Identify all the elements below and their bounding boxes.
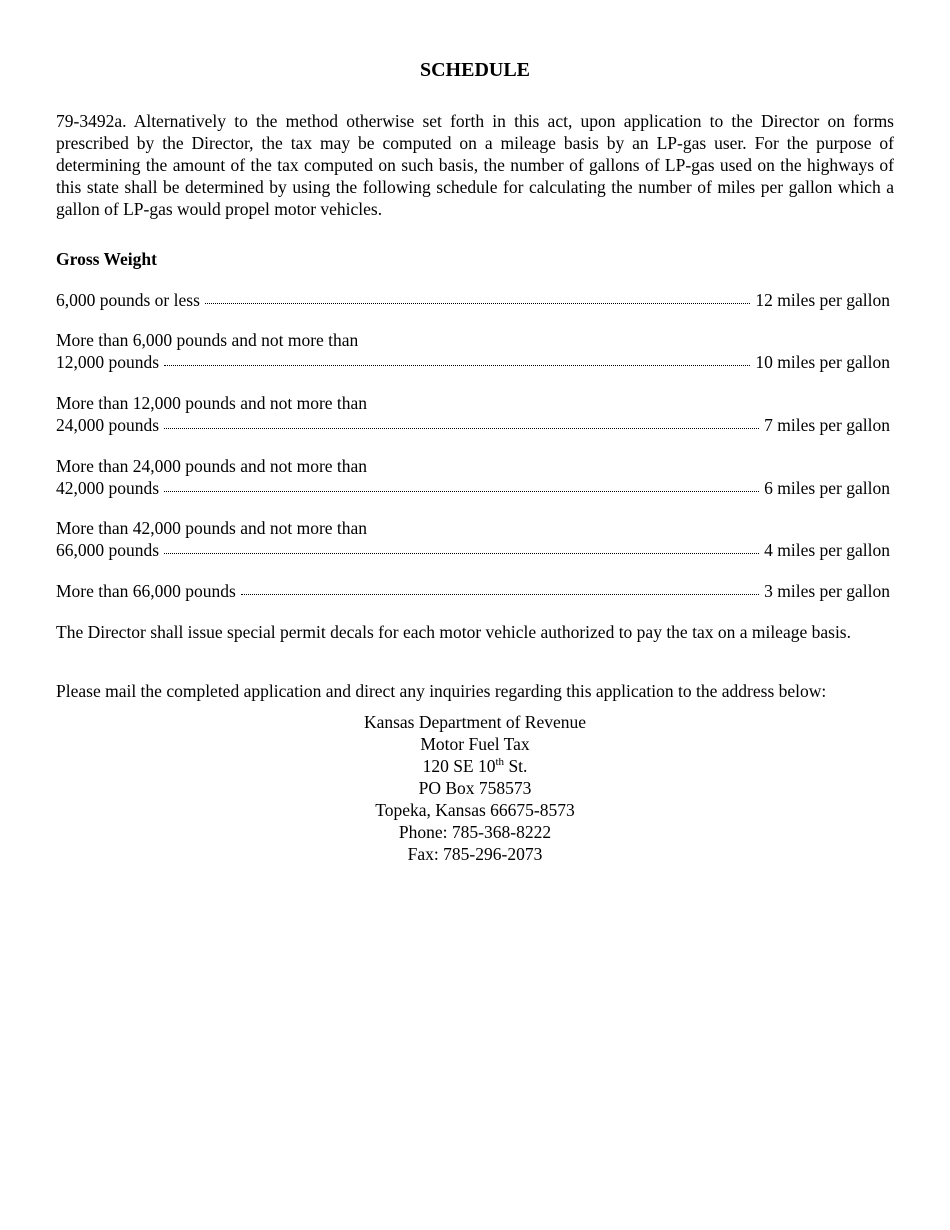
street-rest: St. [504,756,528,776]
miles-per-gallon-value: 7 miles per gallon [764,415,890,435]
schedule-row-12000-24000 [56,392,894,436]
miles-per-gallon-value: 4 miles per gallon [764,540,890,560]
weight-range-text: More than 42,000 pounds and not more than [56,518,368,538]
schedule-row-more-than-66000 [56,580,894,602]
intro-paragraph: 79-3492a. Alternatively to the method otherwise set forth in this act, upon application to the Director on forms prescribed by the Director, the tax may be computed on a mileage basis by an LP-gas user. For the purpose of determining the amount of the tax computed on such basis, the number of gallons of LP-gas used on the highways of this state shall be determined by using the following schedule for calculating the number of miles per gallon which a gallon of LP-gas would propel motor vehicles. [56,111,894,219]
schedule-row-line [56,539,894,561]
weight-label: 24,000 pounds [56,415,160,435]
schedule-row-line [56,580,894,602]
director-permit-note: The Director shall issue special permit decals for each motor vehicle authorized to pay the tax on a mileage basis. [56,622,851,642]
dot-leader [164,491,759,492]
address-po-box: PO Box 758573 [418,778,532,798]
dot-leader [164,553,759,554]
schedule-row-6000-12000 [56,329,894,373]
address-org: Kansas Department of Revenue [363,712,587,732]
miles-per-gallon-value: 12 miles per gallon [755,290,890,310]
street-ordinal-suffix: th [495,756,505,769]
weight-range-text: More than 24,000 pounds and not more than [56,456,368,476]
address-division: Motor Fuel Tax [420,734,530,754]
address-street [0,755,950,777]
schedule-row-line [56,351,894,373]
weight-range-text: More than 12,000 pounds and not more than [56,393,368,413]
weight-label: 6,000 pounds or less [56,290,200,310]
dot-leader [164,428,759,429]
miles-per-gallon-value: 3 miles per gallon [764,581,890,601]
dot-leader [205,303,750,304]
address-fax: Fax: 785-296-2073 [407,844,543,864]
mailing-address [0,711,950,865]
weight-label: More than 66,000 pounds [56,581,236,601]
miles-per-gallon-value: 6 miles per gallon [764,478,890,498]
weight-label: 66,000 pounds [56,540,160,560]
schedule-row-24000-42000 [56,455,894,499]
gross-weight-heading: Gross Weight [56,249,157,269]
weight-label: 42,000 pounds [56,478,160,498]
miles-per-gallon-value: 10 miles per gallon [755,352,890,372]
dot-leader [164,365,750,366]
schedule-row-6000-or-less [56,289,894,311]
weight-label: 12,000 pounds [56,352,160,372]
address-phone: Phone: 785-368-8222 [398,822,552,842]
address-city: Topeka, Kansas 66675-8573 [375,800,575,820]
schedule-row-42000-66000 [56,517,894,561]
mailing-instructions: Please mail the completed application and direct any inquiries regarding this application to the address below: [56,681,827,701]
street-number: 120 SE 10 [422,756,496,776]
page-title: SCHEDULE [419,59,531,81]
schedule-row-line [56,477,894,499]
schedule-row-line [56,414,894,436]
dot-leader [241,594,759,595]
weight-range-text: More than 6,000 pounds and not more than [56,330,359,350]
schedule-row-line [56,289,894,311]
